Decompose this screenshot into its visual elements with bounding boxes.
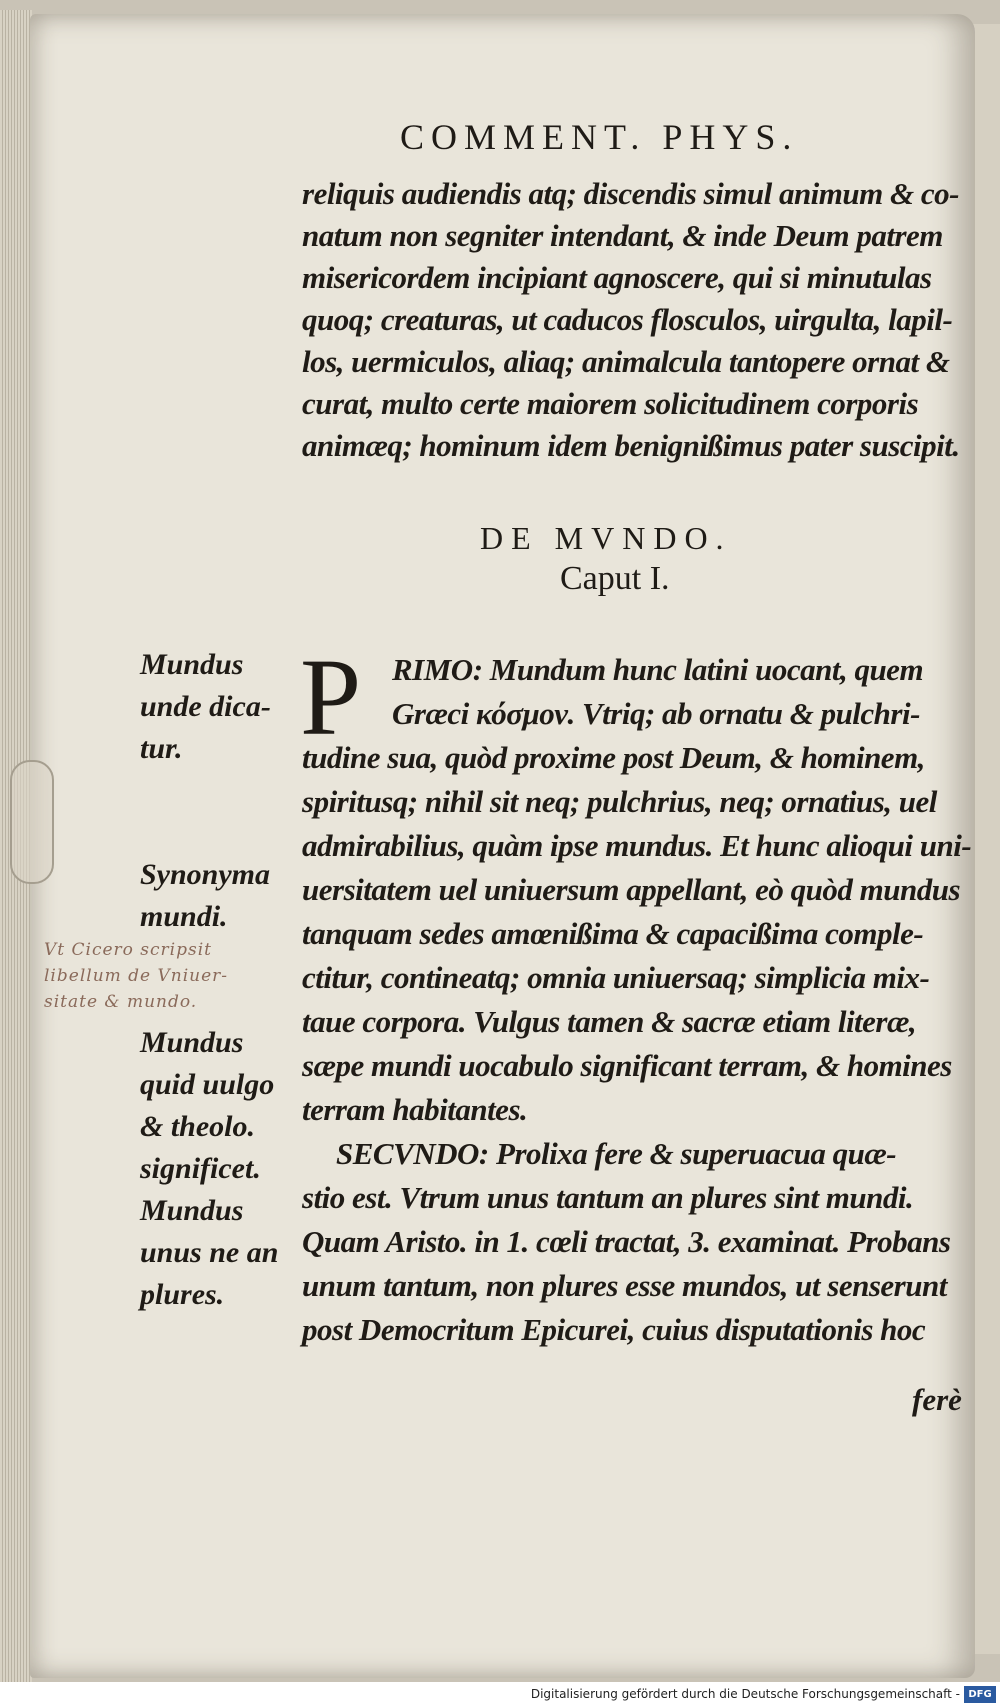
catchword: ferè [912,1382,962,1417]
body-line: taue corpora. Vulgus tamen & sacræ etiam literæ, [302,1004,917,1039]
handwritten-note-line: libellum de Vniuer- [44,966,229,986]
margin-note: quid uulgo [140,1068,275,1101]
body-line: admirabilius, quàm ipse mundus. Et hunc alioqui uni- [302,828,972,863]
body-line: sæpe mundi uocabulo significant terram, & homines [302,1048,952,1083]
dfg-logo: DFG [964,1686,996,1703]
body-line: uersitatem uel uniuersum appellant, eò quòd mundus [302,872,961,907]
body-line: stio est. Vtrum unus tantum an plures sint mundi. [302,1180,914,1215]
intro-line: animæq; hominum idem benignißimus pater suscipit. [302,428,960,463]
body-line: ctitur, contineatq; omnia uniuersaq; simplicia mix- [302,960,930,995]
margin-note: mundi. [140,900,228,933]
drop-cap: P [300,636,362,758]
intro-line: natum non segniter intendant, & inde Deum patrem [302,218,943,253]
book-clasp [10,760,54,884]
margin-note: Mundus [140,1194,244,1227]
footer-credit: Digitalisierung gefördert durch die Deutsche Forschungsgemeinschaft - [530,1687,960,1701]
margin-note: tur. [140,732,183,765]
body-line: RIMO: Mundum hunc latini uocant, quem [392,652,924,687]
body-line: SECVNDO: Prolixa fere & superuacua quæ- [336,1136,897,1171]
margin-note: Mundus [140,1026,244,1059]
handwritten-note-line: Vt Cicero scripsit [44,940,212,960]
body-line: tanquam sedes amœnißima & capacißima comple- [302,916,924,951]
body-line: tudine sua, quòd proxime post Deum, & hominem, [302,740,925,775]
margin-note: & theolo. [140,1110,256,1143]
margin-note: unde dica- [140,690,271,723]
handwritten-note-line: sitate & mundo. [44,992,198,1012]
margin-note: Mundus [140,648,244,681]
intro-line: quoq; creaturas, ut caducos flosculos, uirgulta, lapil- [302,302,953,337]
body-line: Quam Aristo. in 1. cœli tractat, 3. examinat. Probans [302,1224,951,1259]
section-heading: DE MVNDO. [480,520,732,556]
intro-line: curat, multo certe maiorem solicitudinem corporis [302,386,919,421]
margin-note: Synonyma [140,858,271,891]
chapter-label: Caput I. [560,560,670,597]
digitization-footer [0,1682,1000,1708]
body-line: post Democritum Epicurei, cuius disputationis hoc [302,1312,926,1347]
margin-note: significet. [140,1152,261,1185]
margin-note: unus ne an [140,1236,279,1269]
intro-line: reliquis audiendis atq; discendis simul animum & co- [302,176,959,211]
body-line: terram habitantes. [302,1092,528,1127]
margin-note: plures. [140,1278,225,1311]
intro-line: los, uermiculos, aliaq; animalcula tantopere ornat & [302,344,950,379]
body-line: unum tantum, non plures esse mundos, ut senserunt [302,1268,947,1303]
body-line: Græci κόσμον. Vtriq; ab ornatu & pulchri- [392,696,920,731]
running-header: COMMENT. PHYS. [400,117,799,157]
intro-line: misericordem incipiant agnoscere, qui si minutulas [302,260,932,295]
body-line: spiritusq; nihil sit neq; pulchrius, neq; ornatius, uel [302,784,937,819]
